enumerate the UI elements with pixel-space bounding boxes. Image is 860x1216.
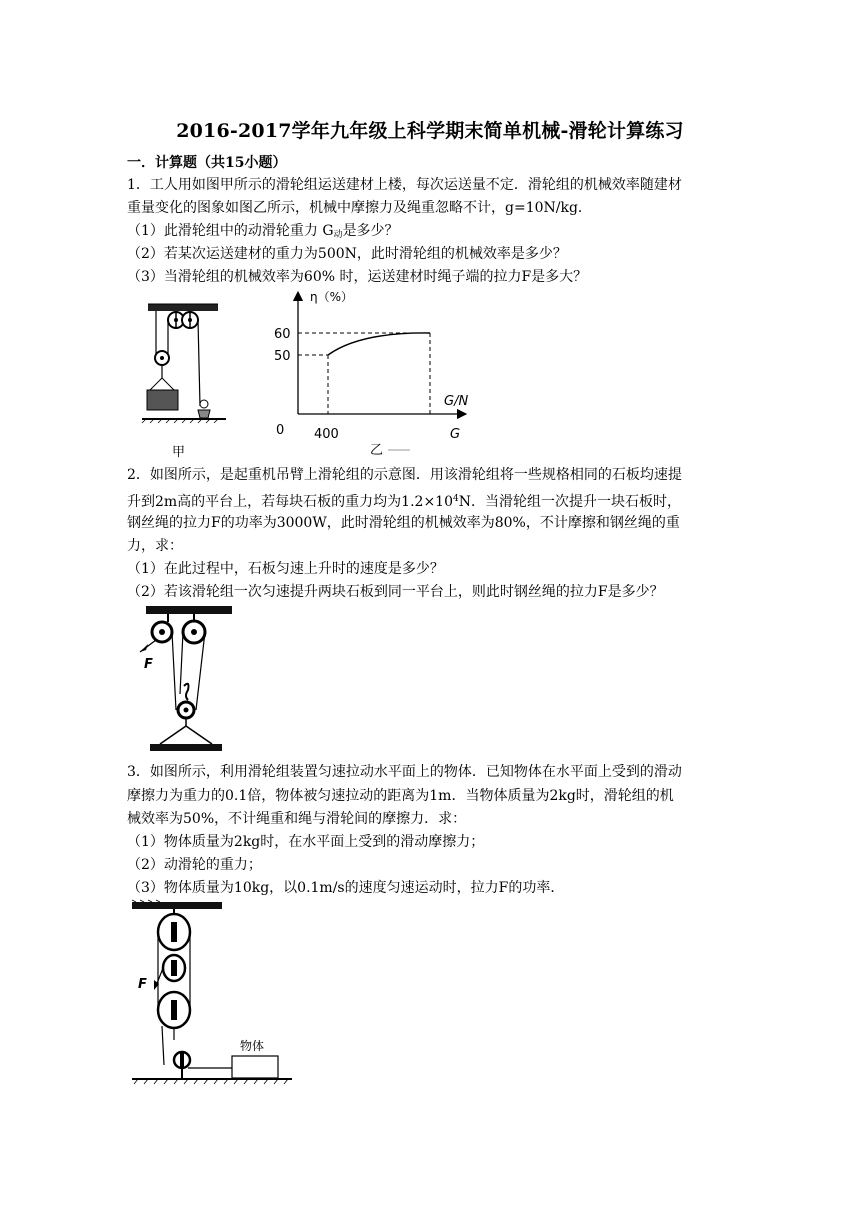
q2-line-1: 2．如图所示，是起重机吊臂上滑轮组的示意图．用该滑轮组将一些规格相同的石板均速提 [127,467,682,483]
q2-line-3: 钢丝绳的拉力F的功率为3000W，此时滑轮组的机械效率为80%，不计摩擦和钢丝绳的重 [127,515,680,531]
q1-sub-3: （3）当滑轮组的机械效率为60% 时，运送建材时绳子端的拉力F是多大？ [127,269,588,285]
q1-line-1: 1．工人用如图甲所示的滑轮组运送建材上楼，每次运送量不定．滑轮组的机械效率随建材 [127,177,682,193]
q1-sub-1-text: （1）此滑轮组中的动滑轮重力 G [127,223,334,239]
q2-line-4: 力，求： [127,538,183,554]
q3-sub-2: （2）动滑轮的重力； [127,857,262,873]
q1-sub-1-subscript: 动 [333,230,343,240]
q1-sub-1 [127,222,399,244]
q3-sub-1: （1）物体质量为2kg时，在水平面上受到的滑动摩擦力； [127,834,485,850]
q3-force-label: F [138,977,147,992]
chart-tick-50: 50 [274,349,291,364]
chart-origin: 0 [276,423,285,438]
q2-force-label: F [144,657,153,672]
chart-xlabel: G [450,427,461,442]
q3-object-label: 物体 [240,1039,265,1053]
chart-ylabel: η（%） [310,290,354,304]
q1-figure-jia [140,298,230,458]
q2-line-2 [127,490,681,511]
q3-figure-horizontal-pulley [128,900,298,1090]
q1-chart-yi [270,284,490,456]
section-heading: 一．计算题（共15小题） [127,155,287,171]
q2-line-2-tail: N．当滑轮组一次提升一块石板时， [458,494,681,510]
chart-tick-60: 60 [274,327,291,342]
q2-sub-1: （1）在此过程中，石板匀速上升时的速度是多少？ [127,561,444,577]
q3-line-1: 3．如图所示，利用滑轮组装置匀速拉动水平面上的物体．已知物体在水平面上受到的滑动 [127,764,682,780]
chart-efficiency-curve [328,333,430,355]
q1-sub-2: （2）若某次运送建材的重力为500N，此时滑轮组的机械效率是多少？ [127,246,567,262]
q1-sub-1-tail: 是多少？ [342,223,399,239]
q3-line-3: 械效率为50%，不计绳重和绳与滑轮间的摩擦力．求： [127,811,467,827]
q2-line-2-exponent: 4 [453,494,459,504]
chart-tick-400: 400 [314,427,339,442]
q3-sub-3: （3）物体质量为10kg，以0.1m/s的速度匀速运动时，拉力F的功率． [127,880,565,896]
fig-yi-label: 乙 [370,443,384,458]
chart-xlabel-top: G/N [444,394,469,409]
q3-line-2: 摩擦力为重力的0.1倍，物体被匀速拉动的距离为1m．当物体质量为2kg时，滑轮组的机 [127,788,674,804]
page-title: 2016-2017学年九年级上科学期末简单机械-滑轮计算练习 [176,120,684,142]
q2-sub-2: （2）若该滑轮组一次匀速提升两块石板到同一平台上，则此时钢丝绳的拉力F是多少？ [127,584,664,600]
fig-jia-label: 甲 [172,445,186,460]
q2-line-2-text: 升到2m高的平台上，若每块石板的重力均为1.2×10 [127,494,453,510]
q2-figure-crane-pulley [138,604,238,756]
q1-line-2: 重量变化的图象如图乙所示，机械中摩擦力及绳重忽略不计，g=10N/kg． [127,200,592,216]
